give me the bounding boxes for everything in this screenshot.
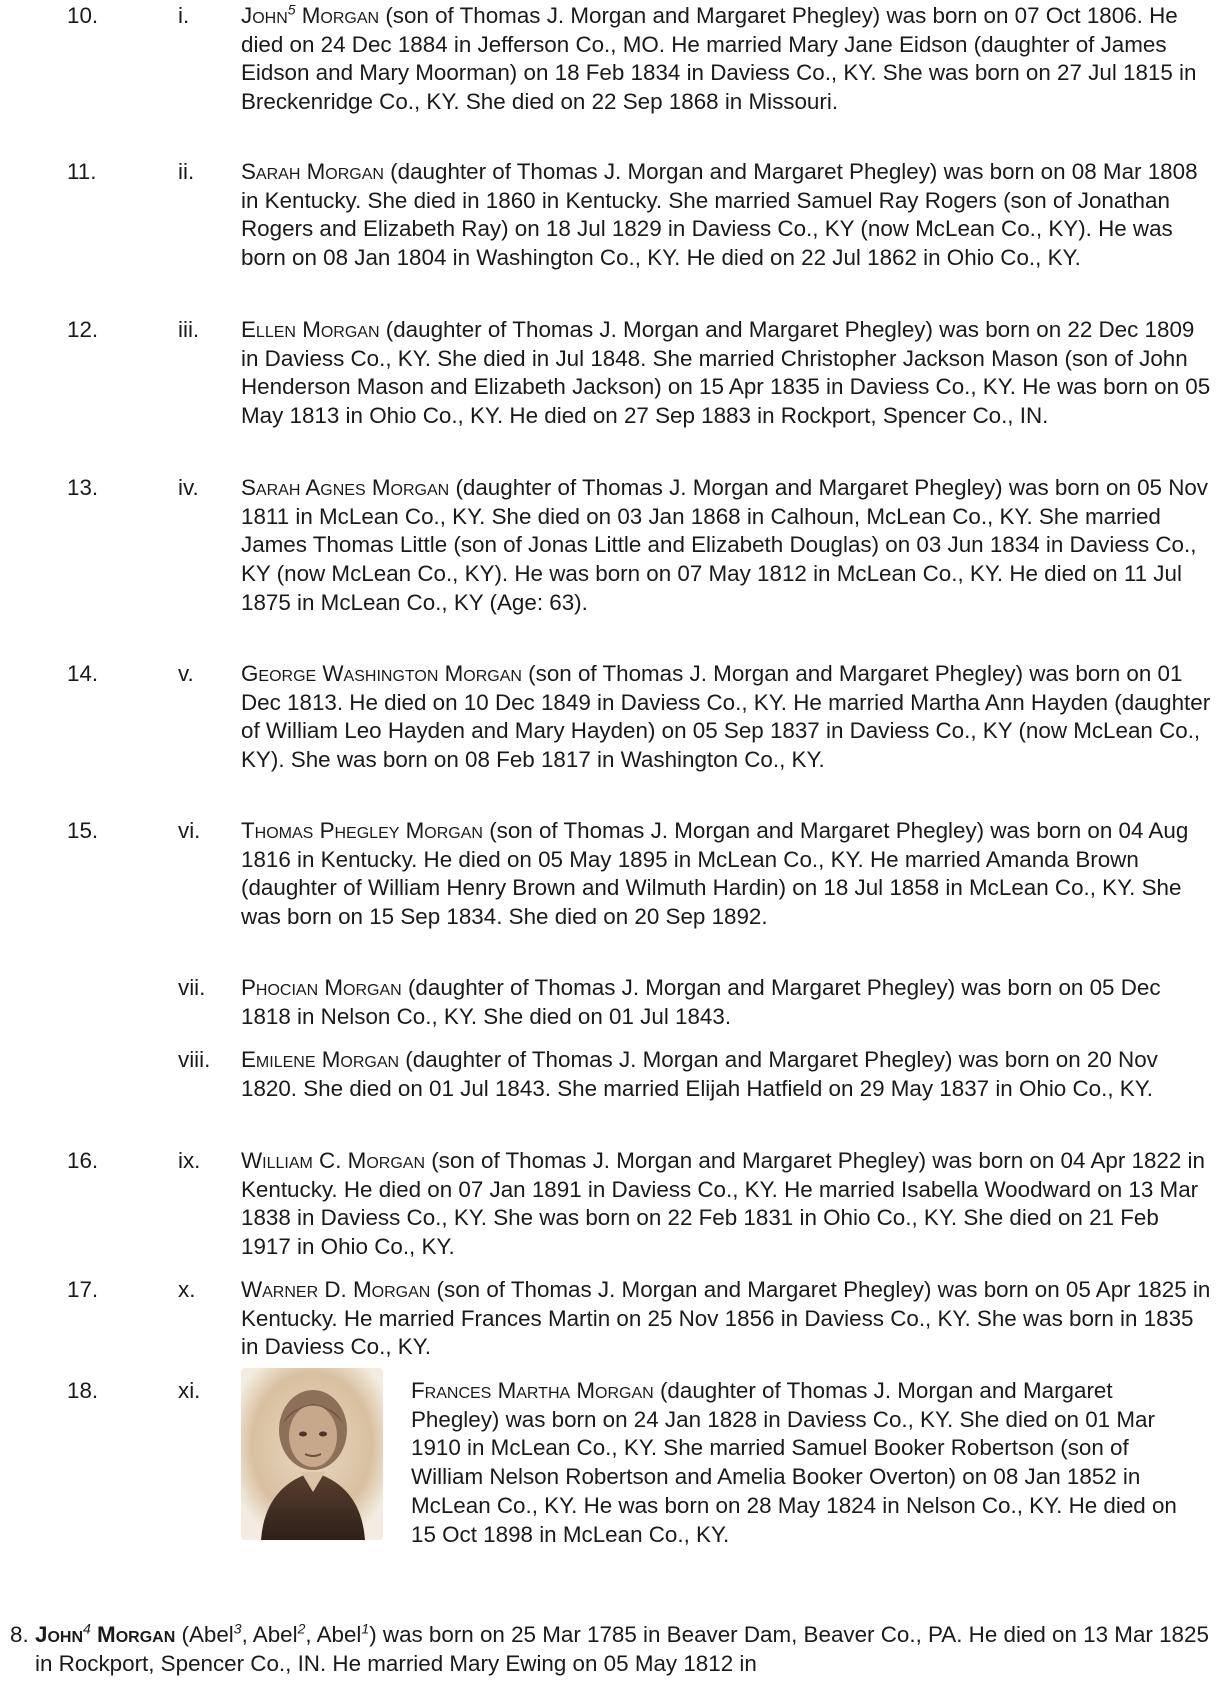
- entry-number: 8.: [10, 1622, 29, 1647]
- entry-text: [241, 974, 1211, 1031]
- person-surname: Morgan: [371, 475, 450, 500]
- entry-text: [241, 158, 1211, 273]
- entry-number: 16.: [67, 1148, 99, 1173]
- person-surname: Morgan: [306, 159, 384, 184]
- child-ordinal: x.: [178, 1277, 196, 1302]
- generation-superscript: 5: [287, 1, 296, 18]
- person-surname: Morgan: [97, 1622, 176, 1647]
- entry-text: [241, 660, 1211, 775]
- person-given-name: Ellen: [241, 317, 296, 342]
- child-ordinal: vi.: [178, 818, 201, 843]
- entry-body: (daughter of Thomas J. Morgan and Margaret Phegley) was born on 24 Jan 1828 in Daviess Co., KY. She died on 01 Mar 1910 in McLean Co., KY. She married Samuel Booker Robertson (son of William Nelson Robertson and Amelia Booker Overton) on 08 Jan 1852 in McLean Co., KY. He was born on 28 May 1824 in Nelson Co., KY. He died on 15 Oct 1898 in McLean Co., KY.: [411, 1378, 1177, 1547]
- ancestor-generation: 2: [297, 1620, 306, 1637]
- entry-body: (daughter of Thomas J. Morgan and Margaret Phegley) was born on 05 Nov 1811 in McLean Co., KY. She died on 03 Jan 1868 in Calhoun, McLean Co., KY. She married James Thomas Little (son of Jonas Little and Elizabeth Douglas) on 03 Jun 1834 in Daviess Co., KY (now McLean Co., KY). He was born on 07 May 1812 in McLean Co., KY. He died on 11 Jul 1875 in McLean Co., KY (Age: 63).: [241, 475, 1209, 615]
- portrait-image: [241, 1368, 383, 1540]
- entry-number: 11.: [67, 159, 97, 184]
- entry-body: (son of Thomas J. Morgan and Margaret Phegley) was born on 04 Apr 1822 in Kentucky. He died on 07 Jan 1891 in Daviess Co., KY. He married Isabella Woodward on 13 Mar 1838 in Daviess Co., KY. She was born on 22 Feb 1831 in Ohio Co., KY. She died on 21 Feb 1917 in Ohio Co., KY.: [241, 1148, 1205, 1260]
- person-surname: Morgan: [347, 1148, 425, 1173]
- child-ordinal: xi.: [178, 1378, 201, 1403]
- person-surname: Morgan: [324, 975, 402, 1000]
- entry-number: 18.: [67, 1378, 99, 1403]
- person-surname: Morgan: [576, 1378, 654, 1403]
- entry-body: (daughter of Thomas J. Morgan and Margaret Phegley) was born on 22 Dec 1809 in Daviess Co., KY. She died in Jul 1848. She married Christopher Jackson Mason (son of John Henderson Mason and Elizabeth Jackson) on 15 Apr 1835 in Daviess Co., KY. He was born on 05 May 1813 in Ohio Co., KY. He died on 27 Sep 1883 in Rockport, Spencer Co., IN.: [241, 317, 1211, 429]
- person-given-name: Sarah: [241, 159, 301, 184]
- portrait-photo: [241, 1368, 383, 1540]
- person-surname: Morgan: [353, 1277, 431, 1302]
- person-surname: Morgan: [444, 661, 522, 686]
- child-ordinal: iii.: [178, 317, 200, 342]
- entry-text: [241, 1046, 1211, 1103]
- entry-text: [241, 817, 1211, 932]
- entry-number: 17.: [67, 1277, 99, 1302]
- entry-text: [35, 1621, 1210, 1678]
- child-ordinal: i.: [178, 3, 190, 28]
- entry-text: [241, 316, 1211, 431]
- person-given-name: Phocian: [241, 975, 319, 1000]
- person-given-name: John: [35, 1622, 84, 1647]
- ancestry-text: (Abel: [175, 1622, 234, 1647]
- child-ordinal: vii.: [178, 975, 206, 1000]
- child-ordinal: v.: [178, 661, 194, 686]
- person-given-name: George Washington: [241, 661, 439, 686]
- person-surname: Morgan: [302, 317, 380, 342]
- person-given-name: Sarah Agnes: [241, 475, 366, 500]
- entry-text: [411, 1377, 1201, 1549]
- person-given-name: Warner D.: [241, 1277, 347, 1302]
- child-ordinal: ii.: [178, 159, 195, 184]
- entry-body: (daughter of Thomas J. Morgan and Margaret Phegley) was born on 08 Mar 1808 in Kentucky. She died in 1860 in Kentucky. She married Samuel Ray Rogers (son of Jonathan Rogers and Elizabeth Ray) on 18 Jul 1829 in Daviess Co., KY (now McLean Co., KY). He was born on 08 Jan 1804 in Washington Co., KY. He died on 22 Jul 1862 in Ohio Co., KY.: [241, 159, 1198, 271]
- person-surname: Morgan: [301, 3, 380, 28]
- entry-text: [241, 1276, 1211, 1362]
- entry-text: [241, 2, 1211, 117]
- entry-body: (daughter of Thomas J. Morgan and Margaret Phegley) was born on 20 Nov 1820. She died on 01 Jul 1843. She married Elijah Hatfield on 29 May 1837 in Ohio Co., KY.: [241, 1047, 1158, 1101]
- entry-number: 10.: [67, 3, 99, 28]
- entry-body: (son of Thomas J. Morgan and Margaret Phegley) was born on 05 Apr 1825 in Kentucky. He married Frances Martin on 25 Nov 1856 in Daviess Co., KY. She was born in 1835 in Daviess Co., KY.: [241, 1277, 1211, 1360]
- person-surname: Morgan: [405, 818, 483, 843]
- child-ordinal: viii.: [178, 1047, 211, 1072]
- entry-text: [241, 1147, 1211, 1262]
- person-given-name: Frances Martha: [411, 1378, 571, 1403]
- ancestor-generation: 3: [233, 1620, 242, 1637]
- generation-superscript: 4: [83, 1620, 91, 1637]
- entry-number: 15.: [67, 818, 99, 843]
- ancestry-text: , Abel: [241, 1622, 298, 1647]
- child-ordinal: iv.: [178, 475, 199, 500]
- person-given-name: John: [241, 3, 288, 28]
- person-given-name: Thomas Phegley: [241, 818, 400, 843]
- entry-body: (daughter of Thomas J. Morgan and Margaret Phegley) was born on 05 Dec 1818 in Nelson Co., KY. She died on 01 Jul 1843.: [241, 975, 1161, 1029]
- ancestry-text: , Abel: [305, 1622, 362, 1647]
- person-given-name: William C.: [241, 1148, 342, 1173]
- entry-body: (son of Thomas J. Morgan and Margaret Phegley) was born on 04 Aug 1816 in Kentucky. He died on 05 May 1895 in McLean Co., KY. He married Amanda Brown (daughter of William Henry Brown and Wilmuth Hardin) on 18 Jul 1858 in McLean Co., KY. She was born on 15 Sep 1834. She died on 20 Sep 1892.: [241, 818, 1189, 930]
- person-given-name: Emilene: [241, 1047, 316, 1072]
- child-ordinal: ix.: [178, 1148, 201, 1173]
- entry-text: [241, 474, 1211, 618]
- person-surname: Morgan: [321, 1047, 400, 1072]
- entry-number: 12.: [67, 317, 99, 342]
- ancestor-generation: 1: [361, 1620, 370, 1637]
- entry-body: (son of Thomas J. Morgan and Margaret Phegley) was born on 01 Dec 1813. He died on 10 Dec 1849 in Daviess Co., KY. He married Martha Ann Hayden (daughter of William Leo Hayden and Mary Hayden) on 05 Sep 1837 in Daviess Co., KY (now McLean Co., KY). She was born on 08 Feb 1817 in Washington Co., KY.: [241, 661, 1211, 773]
- entry-number: 14.: [67, 661, 99, 686]
- entry-number: 13.: [67, 475, 99, 500]
- entry-body: (son of Thomas J. Morgan and Margaret Phegley) was born on 07 Oct 1806. He died on 24 Dec 1884 in Jefferson Co., MO. He married Mary Jane Eidson (daughter of James Eidson and Mary Moorman) on 18 Feb 1834 in Daviess Co., KY. She was born on 27 Jul 1815 in Breckenridge Co., KY. She died on 22 Sep 1868 in Missouri.: [241, 3, 1197, 115]
- entry-body: ) was born on 25 Mar 1785 in Beaver Dam, Beaver Co., PA. He died on 13 Mar 1825 in Rockport, Spencer Co., IN. He married Mary Ewing on 05 May 1812 in: [35, 1622, 1209, 1676]
